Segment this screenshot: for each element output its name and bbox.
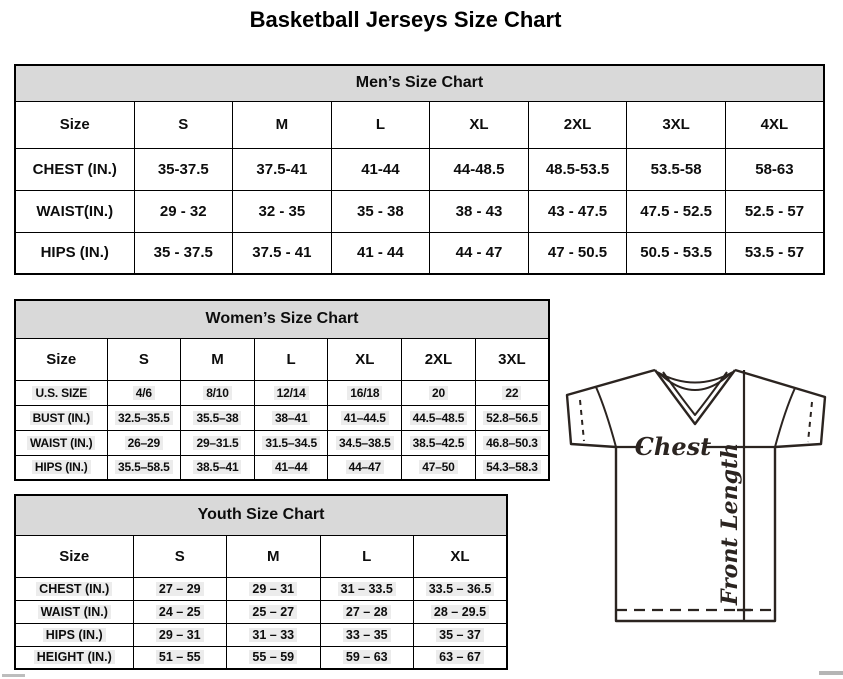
size-value-cell (414, 623, 508, 646)
row-label (15, 623, 133, 646)
highlighted-text: 35 – 37 (436, 628, 484, 642)
table-row (15, 148, 824, 190)
size-value-cell: 44 - 47 (430, 232, 529, 274)
front-length-label: Front Length (717, 442, 743, 606)
highlighted-text: 22 (502, 386, 521, 400)
size-value-cell (328, 455, 402, 480)
size-value-cell: 35 - 37.5 (134, 232, 233, 274)
row-label (15, 380, 107, 405)
table-row (15, 405, 549, 430)
highlighted-text: 54.3–58.3 (483, 460, 541, 474)
size-value-cell (107, 380, 181, 405)
size-value-cell: 38 - 43 (430, 190, 529, 232)
size-value-cell: 37.5 - 41 (233, 232, 332, 274)
highlighted-text: 12/14 (274, 386, 309, 400)
highlighted-text: CHEST (IN.) (36, 582, 112, 596)
size-value-cell (414, 600, 508, 623)
highlighted-text: 29 – 31 (249, 582, 297, 596)
youth-chart-column-row (15, 535, 507, 577)
jersey-measurement-diagram (558, 360, 834, 628)
highlighted-text: 59 – 63 (343, 650, 391, 664)
size-value-cell: 43 - 47.5 (528, 190, 627, 232)
size-value-cell (254, 455, 328, 480)
highlighted-text: 35.5–58.5 (115, 460, 173, 474)
column-header-xl: XL (414, 535, 508, 577)
column-header-s: S (133, 535, 227, 577)
size-value-cell: 53.5-58 (627, 148, 726, 190)
jersey-armhole-seam-left-icon (596, 387, 616, 447)
highlighted-text: 29 – 31 (156, 628, 204, 642)
sleeve-cuff-dashed-line-right (808, 402, 812, 442)
highlighted-text: 47–50 (419, 460, 457, 474)
highlighted-text: U.S. SIZE (32, 386, 90, 400)
highlighted-text: 41–44 (272, 460, 310, 474)
column-header-4xl: 4XL (725, 101, 824, 148)
row-label (15, 455, 107, 480)
table-row (15, 232, 824, 274)
size-value-cell (328, 430, 402, 455)
size-value-cell (475, 405, 549, 430)
highlighted-text: 55 – 59 (249, 650, 297, 664)
size-value-cell (254, 430, 328, 455)
size-value-cell (181, 380, 255, 405)
column-header-3xl: 3XL (627, 101, 726, 148)
size-value-cell: 44-48.5 (430, 148, 529, 190)
size-value-cell (320, 577, 414, 600)
row-label (15, 600, 133, 623)
youth-size-chart-table (14, 494, 508, 670)
cut-off-artifact-bottom-left (2, 674, 25, 677)
highlighted-text: 29–31.5 (193, 436, 241, 450)
size-value-cell (254, 405, 328, 430)
chest-label: Chest (634, 432, 712, 461)
size-value-cell (107, 430, 181, 455)
size-value-cell: 37.5-41 (233, 148, 332, 190)
row-label (15, 430, 107, 455)
sleeve-cuff-dashed-line-left (580, 400, 584, 441)
table-row (15, 380, 549, 405)
highlighted-text: 31 – 33.5 (338, 582, 396, 596)
size-value-cell (227, 577, 321, 600)
size-value-cell (475, 455, 549, 480)
mens-chart-column-row (15, 101, 824, 148)
column-header-xl: XL (328, 338, 402, 380)
mens-size-chart-table (14, 64, 825, 275)
row-label: HIPS (IN.) (15, 232, 134, 274)
size-value-cell: 41-44 (331, 148, 430, 190)
size-value-cell (414, 577, 508, 600)
size-value-cell: 29 - 32 (134, 190, 233, 232)
row-label (15, 646, 133, 669)
size-value-cell (181, 430, 255, 455)
row-label (15, 577, 133, 600)
size-value-cell (328, 380, 402, 405)
table-row (15, 577, 507, 600)
column-header-size: Size (15, 535, 133, 577)
highlighted-text: 41–44.5 (341, 411, 389, 425)
size-value-cell (320, 600, 414, 623)
highlighted-text: 44.5–48.5 (410, 411, 468, 425)
column-header-s: S (134, 101, 233, 148)
table-row (15, 430, 549, 455)
size-value-cell: 47.5 - 52.5 (627, 190, 726, 232)
womens-size-chart-table (14, 299, 550, 481)
highlighted-text: 27 – 29 (156, 582, 204, 596)
size-value-cell (402, 455, 476, 480)
highlighted-text: BUST (IN.) (30, 411, 93, 425)
column-header-l: L (331, 101, 430, 148)
highlighted-text: HIPS (IN.) (43, 628, 106, 642)
table-row (15, 600, 507, 623)
size-value-cell (328, 405, 402, 430)
size-value-cell (133, 600, 227, 623)
highlighted-text: 63 – 67 (436, 650, 484, 664)
highlighted-text: HIPS (IN.) (32, 460, 91, 474)
highlighted-text: 46.8–50.3 (483, 436, 541, 450)
size-value-cell (107, 405, 181, 430)
column-header-m: M (181, 338, 255, 380)
size-value-cell: 53.5 - 57 (725, 232, 824, 274)
column-header-m: M (233, 101, 332, 148)
column-header-m: M (227, 535, 321, 577)
column-header-s: S (107, 338, 181, 380)
size-value-cell (320, 646, 414, 669)
highlighted-text: 31.5–34.5 (262, 436, 320, 450)
highlighted-text: 32.5–35.5 (115, 411, 173, 425)
jersey-armhole-seam-right-icon (775, 388, 795, 447)
highlighted-text: 33 – 35 (343, 628, 391, 642)
row-label (15, 405, 107, 430)
size-value-cell: 41 - 44 (331, 232, 430, 274)
size-value-cell (133, 646, 227, 669)
size-value-cell (402, 405, 476, 430)
mens-chart-title: Men’s Size Chart (15, 65, 824, 101)
highlighted-text: WAIST (IN.) (27, 436, 95, 450)
size-value-cell (133, 623, 227, 646)
size-value-cell (475, 380, 549, 405)
row-label: CHEST (IN.) (15, 148, 134, 190)
size-value-cell (402, 430, 476, 455)
size-value-cell (227, 646, 321, 669)
highlighted-text: WAIST (IN.) (38, 605, 111, 619)
table-row (15, 623, 507, 646)
highlighted-text: 38.5–41 (193, 460, 241, 474)
table-row (15, 455, 549, 480)
mens-chart-header-band (15, 65, 824, 101)
cut-off-artifact-bottom-right (819, 671, 843, 675)
highlighted-text: 4/6 (133, 386, 155, 400)
highlighted-text: 25 – 27 (249, 605, 297, 619)
column-header-2xl: 2XL (402, 338, 476, 380)
size-value-cell (181, 455, 255, 480)
highlighted-text: 24 – 25 (156, 605, 204, 619)
column-header-2xl: 2XL (528, 101, 627, 148)
size-value-cell: 35 - 38 (331, 190, 430, 232)
womens-chart-header-band (15, 300, 549, 338)
highlighted-text: 20 (429, 386, 448, 400)
size-value-cell: 50.5 - 53.5 (627, 232, 726, 274)
highlighted-text: 28 – 29.5 (431, 605, 489, 619)
page-title: Basketball Jerseys Size Chart (249, 7, 562, 32)
column-header-l: L (254, 338, 328, 380)
womens-chart-title: Women’s Size Chart (15, 300, 549, 338)
highlighted-text: 52.8–56.5 (483, 411, 541, 425)
highlighted-text: 51 – 55 (156, 650, 204, 664)
column-header-3xl: 3XL (475, 338, 549, 380)
size-value-cell (181, 405, 255, 430)
row-label: WAIST(IN.) (15, 190, 134, 232)
highlighted-text: 16/18 (347, 386, 382, 400)
size-value-cell: 35-37.5 (134, 148, 233, 190)
column-header-l: L (320, 535, 414, 577)
table-row (15, 190, 824, 232)
highlighted-text: 33.5 – 36.5 (426, 582, 495, 596)
highlighted-text: HEIGHT (IN.) (34, 650, 115, 664)
highlighted-text: 31 – 33 (249, 628, 297, 642)
size-value-cell (227, 600, 321, 623)
size-value-cell: 52.5 - 57 (725, 190, 824, 232)
youth-chart-title: Youth Size Chart (15, 495, 507, 535)
column-header-size: Size (15, 101, 134, 148)
size-value-cell (107, 455, 181, 480)
size-value-cell: 47 - 50.5 (528, 232, 627, 274)
youth-chart-header-band (15, 495, 507, 535)
size-value-cell: 32 - 35 (233, 190, 332, 232)
column-header-xl: XL (430, 101, 529, 148)
size-value-cell (254, 380, 328, 405)
size-value-cell: 48.5-53.5 (528, 148, 627, 190)
highlighted-text: 38.5–42.5 (410, 436, 468, 450)
highlighted-text: 26–29 (125, 436, 163, 450)
size-value-cell (402, 380, 476, 405)
highlighted-text: 27 – 28 (343, 605, 391, 619)
womens-chart-column-row (15, 338, 549, 380)
highlighted-text: 35.5–38 (193, 411, 241, 425)
table-row (15, 646, 507, 669)
column-header-size: Size (15, 338, 107, 380)
highlighted-text: 38–41 (272, 411, 310, 425)
size-value-cell (320, 623, 414, 646)
size-value-cell (475, 430, 549, 455)
size-value-cell (414, 646, 508, 669)
highlighted-text: 8/10 (203, 386, 232, 400)
size-value-cell: 58-63 (725, 148, 824, 190)
highlighted-text: 44–47 (346, 460, 384, 474)
highlighted-text: 34.5–38.5 (336, 436, 394, 450)
size-value-cell (227, 623, 321, 646)
size-value-cell (133, 577, 227, 600)
